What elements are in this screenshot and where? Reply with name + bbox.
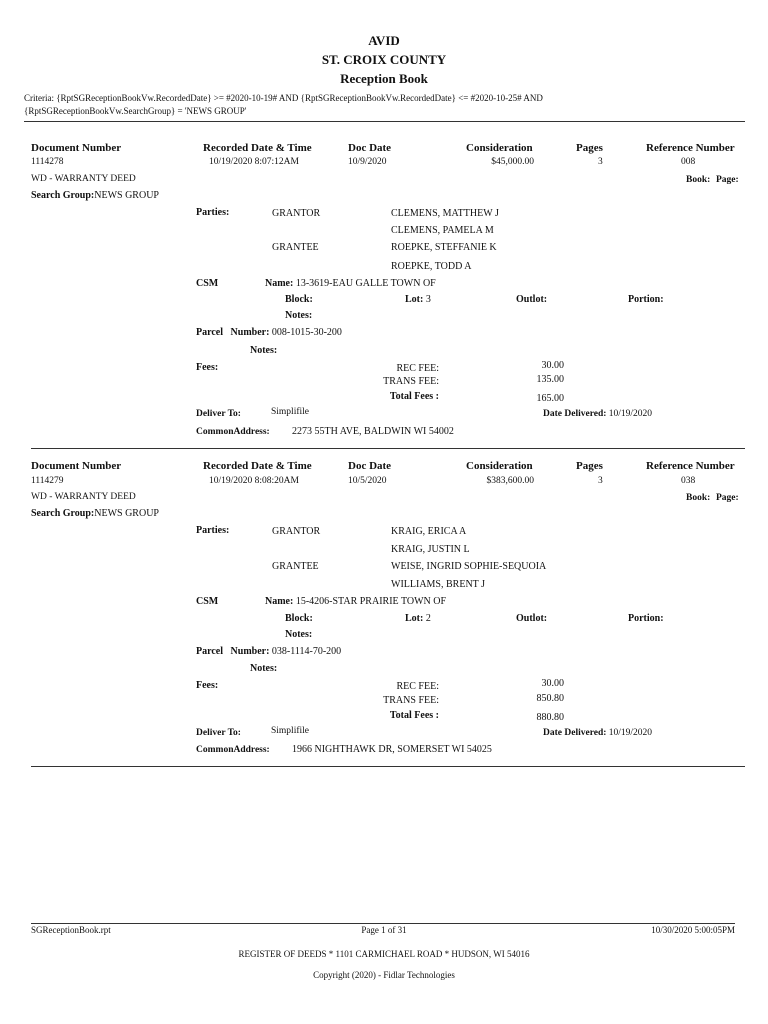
page-indicator: Page 1 of 31 — [361, 925, 407, 935]
parcel-number-value: 008-1015-30-200 — [271, 327, 342, 338]
report-title-county: ST. CROIX COUNTY — [321, 52, 447, 67]
outlot-label: Outlot: — [516, 294, 548, 305]
reference-value: 038 — [681, 476, 696, 486]
csm-name-value: 13-3619-EAU GALLE TOWN OF — [295, 278, 436, 289]
recorded-value: 10/19/2020 8:08:20AM — [209, 476, 299, 486]
doc-number-value: 1114279 — [31, 476, 64, 486]
parties-label: Parties: — [196, 525, 230, 536]
grantee-label: GRANTEE — [272, 561, 319, 572]
doc-date-value: 10/5/2020 — [348, 476, 387, 486]
name-label: Name: — [265, 278, 294, 289]
search-group-value: NEWS GROUP — [94, 508, 159, 519]
date-delivered-label: Date Delivered: — [543, 728, 607, 738]
trans-fee-label: TRANS FEE: — [383, 376, 439, 387]
outlot-label: Outlot: — [516, 613, 548, 624]
col-pages: Pages — [576, 460, 603, 472]
book-label: Book: — [686, 493, 711, 503]
grantee-name: ROEPKE, STEFFANIE K — [391, 242, 497, 253]
common-address-label: CommonAddress: — [196, 427, 270, 437]
office-address: REGISTER OF DEEDS * 1101 CARMICHAEL ROAD * HUDSON, WI 54016 — [238, 949, 530, 959]
total-fees-value: 880.80 — [536, 712, 564, 723]
pages-value: 3 — [598, 476, 603, 486]
consideration-value: $383,600.00 — [486, 476, 534, 486]
csm-label: CSM — [196, 596, 219, 607]
trans-fee-label: TRANS FEE: — [383, 695, 439, 706]
lot-value: 2 — [425, 613, 431, 624]
col-doc-number: Document Number — [31, 142, 122, 154]
reference-value: 008 — [681, 157, 696, 167]
common-address-label: CommonAddress: — [196, 745, 270, 755]
grantee-label: GRANTEE — [272, 242, 319, 253]
doc-type: WD - WARRANTY DEED — [31, 174, 136, 184]
trans-fee-value: 135.00 — [536, 374, 564, 385]
search-group-label: Search Group: — [31, 190, 95, 201]
page-label: Page: — [716, 175, 739, 185]
search-group-value: NEWS GROUP — [94, 190, 159, 201]
rec-fee-label: REC FEE: — [396, 363, 439, 374]
col-reference: Reference Number — [646, 142, 735, 154]
block-label: Block: — [285, 294, 313, 305]
record-divider — [31, 766, 745, 767]
parcel-number-value: 038-1114-70-200 — [271, 646, 342, 657]
grantor-name: KRAIG, ERICA A — [391, 526, 467, 537]
grantor-label: GRANTOR — [272, 526, 321, 537]
fees-label: Fees: — [196, 680, 219, 691]
col-recorded: Recorded Date & Time — [203, 460, 312, 472]
portion-label: Portion: — [628, 294, 664, 305]
rec-fee-value: 30.00 — [541, 360, 564, 371]
report-title-book: Reception Book — [340, 71, 428, 86]
number-label: Number: — [230, 646, 270, 657]
printed-timestamp: 10/30/2020 5:00:05PM — [651, 925, 735, 935]
deliver-to-label: Deliver To: — [196, 409, 241, 419]
col-reference: Reference Number — [646, 460, 735, 472]
grantor-label: GRANTOR — [272, 208, 321, 219]
grantee-name: WEISE, INGRID SOPHIE-SEQUOIA — [391, 561, 547, 572]
portion-label: Portion: — [628, 613, 664, 624]
parcel-label: Parcel — [196, 327, 224, 338]
notes-label: Notes: — [250, 345, 278, 356]
lot-label: Lot: — [405, 613, 424, 624]
col-consideration: Consideration — [466, 460, 533, 472]
notes-label: Notes: — [285, 629, 313, 640]
date-delivered-value: 10/19/2020 — [608, 728, 653, 738]
record-divider — [31, 448, 745, 449]
rec-fee-label: REC FEE: — [396, 681, 439, 692]
search-group-label: Search Group: — [31, 508, 95, 519]
parcel-label: Parcel — [196, 646, 224, 657]
date-delivered-label: Date Delivered: — [543, 409, 607, 419]
col-doc-date: Doc Date — [348, 460, 392, 472]
rec-fee-value: 30.00 — [541, 678, 564, 689]
col-doc-number: Document Number — [31, 460, 122, 472]
book-label: Book: — [686, 175, 711, 185]
deliver-to-label: Deliver To: — [196, 728, 241, 738]
parties-label: Parties: — [196, 207, 230, 218]
notes-label: Notes: — [250, 663, 278, 674]
consideration-value: $45,000.00 — [491, 157, 534, 167]
criteria-line-2: {RptSGReceptionBookVw.SearchGroup} = 'NEWS GROUP' — [24, 106, 247, 116]
doc-date-value: 10/9/2020 — [348, 157, 387, 167]
csm-name-value: 15-4206-STAR PRAIRIE TOWN OF — [295, 596, 447, 607]
deliver-to-value: Simplifile — [271, 726, 309, 736]
report-file-name: SGReceptionBook.rpt — [31, 925, 111, 935]
col-pages: Pages — [576, 142, 603, 154]
lot-label: Lot: — [405, 294, 424, 305]
block-label: Block: — [285, 613, 313, 624]
col-recorded: Recorded Date & Time — [203, 142, 312, 154]
name-label: Name: — [265, 596, 294, 607]
footer-divider — [31, 923, 735, 924]
col-consideration: Consideration — [466, 142, 533, 154]
total-fees-label: Total Fees : — [389, 391, 439, 402]
header-divider — [24, 121, 745, 122]
col-doc-date: Doc Date — [348, 142, 392, 154]
total-fees-value: 165.00 — [536, 393, 564, 404]
page-label: Page: — [716, 493, 739, 503]
criteria-line-1: Criteria: {RptSGReceptionBookVw.RecordedDate} >= #2020-10-19# AND {RptSGReceptionBookVw.RecordedDate} <= #2020-10-25# AND — [24, 93, 543, 103]
common-address-value: 1966 NIGHTHAWK DR, SOMERSET WI 54025 — [292, 744, 492, 755]
pages-value: 3 — [598, 157, 603, 167]
csm-label: CSM — [196, 278, 219, 289]
date-delivered-value: 10/19/2020 — [608, 409, 653, 419]
recorded-value: 10/19/2020 8:07:12AM — [209, 157, 299, 167]
number-label: Number: — [230, 327, 270, 338]
grantor-name: CLEMENS, PAMELA M — [391, 225, 494, 236]
grantor-name: CLEMENS, MATTHEW J — [391, 208, 499, 219]
report-title-avid: AVID — [368, 33, 400, 48]
grantor-name: KRAIG, JUSTIN L — [391, 544, 470, 555]
fees-label: Fees: — [196, 362, 219, 373]
grantee-name: WILLIAMS, BRENT J — [391, 579, 485, 590]
doc-number-value: 1114278 — [31, 157, 64, 167]
lot-value: 3 — [425, 294, 431, 305]
doc-type: WD - WARRANTY DEED — [31, 492, 136, 502]
common-address-value: 2273 55TH AVE, BALDWIN WI 54002 — [292, 426, 454, 437]
total-fees-label: Total Fees : — [389, 710, 439, 721]
deliver-to-value: Simplifile — [271, 407, 309, 417]
grantee-name: ROEPKE, TODD A — [391, 261, 472, 272]
copyright: Copyright (2020) - Fidlar Technologies — [313, 970, 455, 980]
trans-fee-value: 850.80 — [536, 693, 564, 704]
notes-label: Notes: — [285, 310, 313, 321]
